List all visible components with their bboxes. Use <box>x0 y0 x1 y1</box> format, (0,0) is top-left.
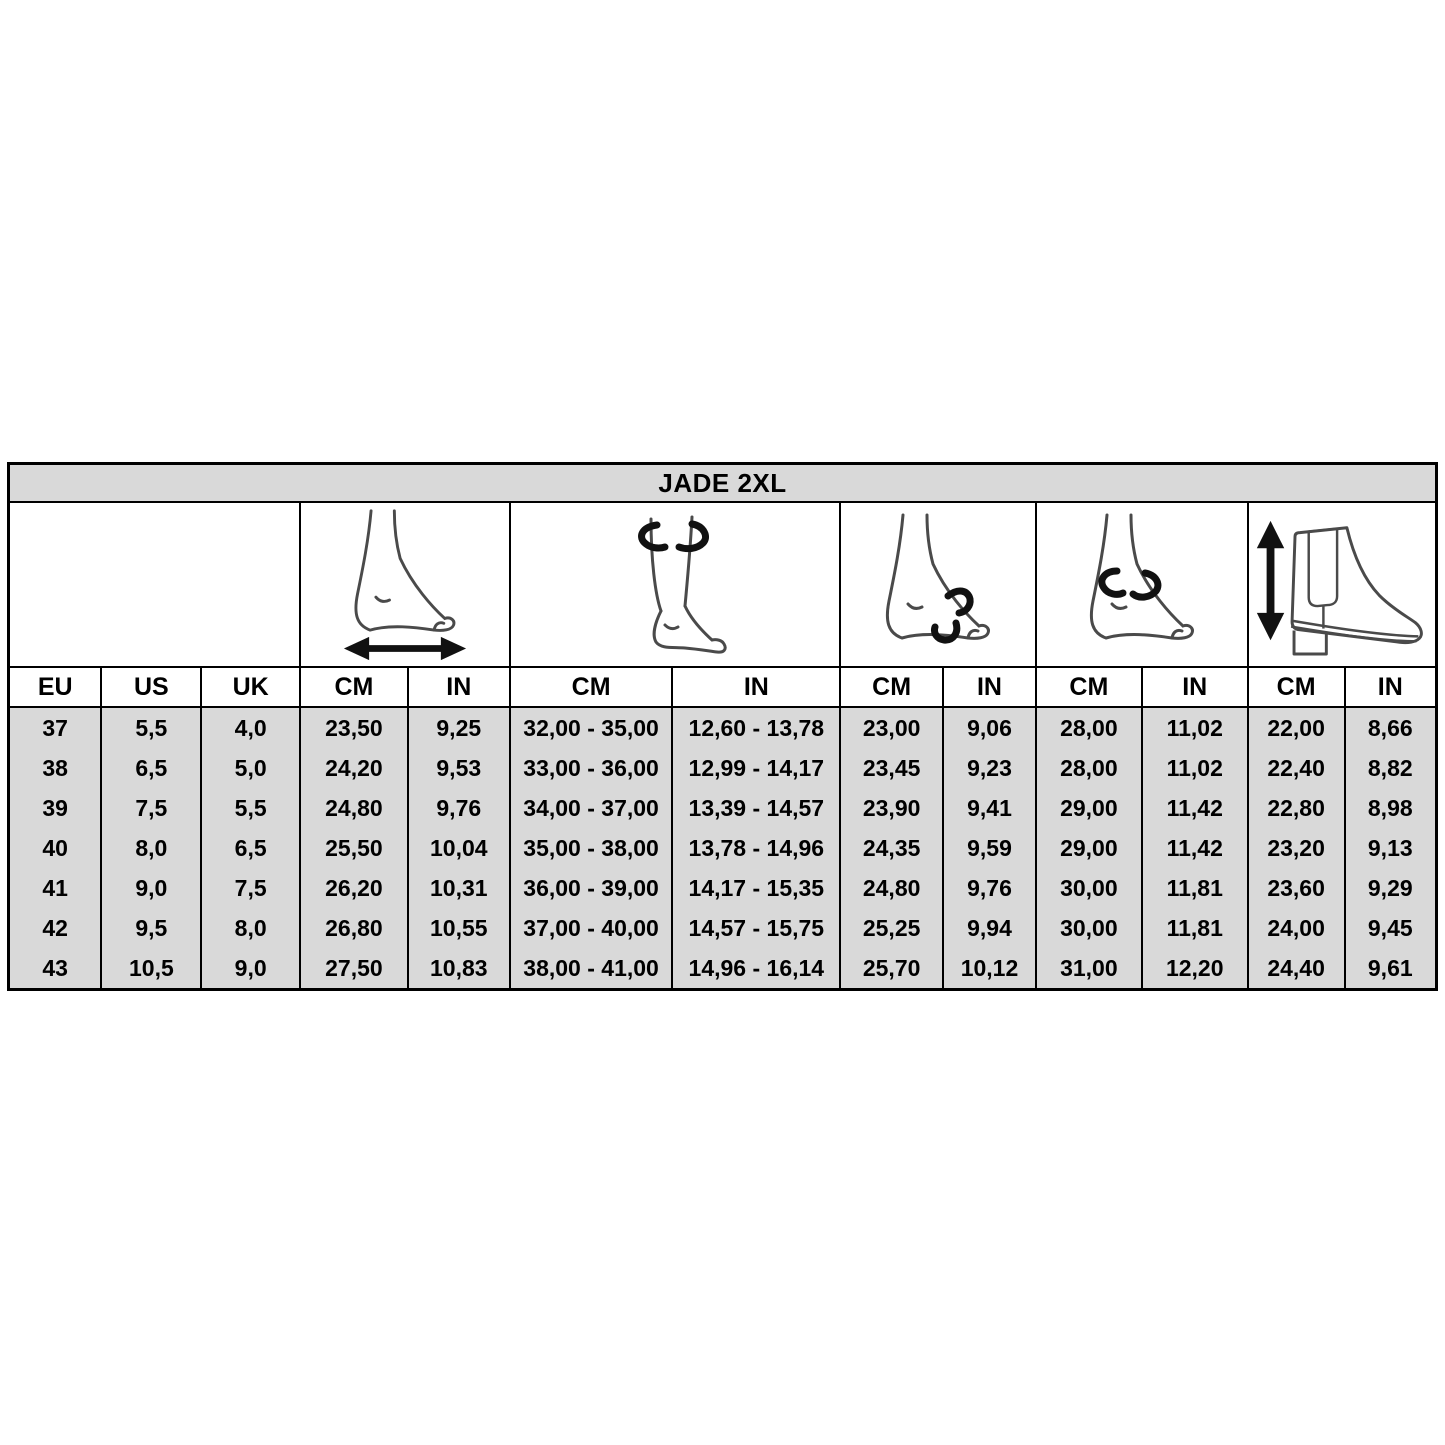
size-cell: 39 <box>9 788 102 828</box>
calf-circumference-cell <box>510 502 840 667</box>
size-cell: 11,81 <box>1142 868 1248 908</box>
size-cell: 9,06 <box>943 707 1036 748</box>
size-cell: 14,17 - 15,35 <box>672 868 840 908</box>
size-cell: 9,45 <box>1345 908 1437 948</box>
size-cell: 29,00 <box>1036 828 1142 868</box>
size-cell: 12,60 - 13,78 <box>672 707 840 748</box>
table-row <box>9 908 1437 948</box>
size-cell: 24,20 <box>300 748 408 788</box>
size-cell: 5,5 <box>201 788 300 828</box>
size-cell: 11,02 <box>1142 707 1248 748</box>
size-cell: 9,53 <box>408 748 510 788</box>
size-cell: 9,13 <box>1345 828 1437 868</box>
size-cell: 5,5 <box>101 707 201 748</box>
col-header-shaft-cm: CM <box>1248 667 1345 707</box>
size-cell: 9,76 <box>943 868 1036 908</box>
title-row <box>9 464 1437 503</box>
size-cell: 9,76 <box>408 788 510 828</box>
size-cell: 33,00 - 36,00 <box>510 748 673 788</box>
shaft-height-icon <box>1249 503 1435 666</box>
blank-cell <box>9 502 300 667</box>
size-cell: 22,40 <box>1248 748 1345 788</box>
size-cell: 37,00 - 40,00 <box>510 908 673 948</box>
size-cell: 10,12 <box>943 948 1036 990</box>
col-header-us: US <box>101 667 201 707</box>
table-row <box>9 868 1437 908</box>
size-cell: 23,00 <box>840 707 943 748</box>
size-cell: 9,29 <box>1345 868 1437 908</box>
size-cell: 28,00 <box>1036 748 1142 788</box>
size-cell: 38 <box>9 748 102 788</box>
size-cell: 6,5 <box>201 828 300 868</box>
size-cell: 9,25 <box>408 707 510 748</box>
instep-circumference-cell <box>840 502 1036 667</box>
size-cell: 24,40 <box>1248 948 1345 990</box>
col-header-uk: UK <box>201 667 300 707</box>
table-row <box>9 707 1437 748</box>
chart-title: JADE 2XL <box>9 464 1437 503</box>
size-cell: 23,50 <box>300 707 408 748</box>
size-cell: 25,50 <box>300 828 408 868</box>
col-header-shaft-in: IN <box>1345 667 1437 707</box>
size-cell: 23,90 <box>840 788 943 828</box>
col-header-ankle-cm: CM <box>1036 667 1142 707</box>
foot-length-icon <box>301 503 509 666</box>
size-cell: 9,23 <box>943 748 1036 788</box>
size-cell: 25,70 <box>840 948 943 990</box>
size-cell: 37 <box>9 707 102 748</box>
size-cell: 22,00 <box>1248 707 1345 748</box>
size-cell: 26,20 <box>300 868 408 908</box>
size-cell: 24,80 <box>300 788 408 828</box>
size-cell: 11,02 <box>1142 748 1248 788</box>
unit-header-row <box>9 667 1437 707</box>
size-cell: 10,55 <box>408 908 510 948</box>
col-header-foot-length-cm: CM <box>300 667 408 707</box>
col-header-ankle-in: IN <box>1142 667 1248 707</box>
size-chart-table <box>7 462 1438 991</box>
size-cell: 25,25 <box>840 908 943 948</box>
size-cell: 11,42 <box>1142 828 1248 868</box>
size-cell: 24,35 <box>840 828 943 868</box>
size-cell: 7,5 <box>201 868 300 908</box>
foot-length-cell <box>300 502 510 667</box>
size-cell: 12,99 - 14,17 <box>672 748 840 788</box>
size-cell: 30,00 <box>1036 868 1142 908</box>
size-cell: 13,78 - 14,96 <box>672 828 840 868</box>
shaft-height-cell <box>1248 502 1437 667</box>
size-chart-container <box>7 462 1438 991</box>
size-cell: 10,83 <box>408 948 510 990</box>
size-cell: 30,00 <box>1036 908 1142 948</box>
col-header-calf-in: IN <box>672 667 840 707</box>
size-cell: 22,80 <box>1248 788 1345 828</box>
size-cell: 12,20 <box>1142 948 1248 990</box>
col-header-calf-cm: CM <box>510 667 673 707</box>
size-cell: 9,59 <box>943 828 1036 868</box>
icon-row <box>9 502 1437 667</box>
size-cell: 14,57 - 15,75 <box>672 908 840 948</box>
size-cell: 38,00 - 41,00 <box>510 948 673 990</box>
size-cell: 11,42 <box>1142 788 1248 828</box>
size-cell: 28,00 <box>1036 707 1142 748</box>
size-cell: 29,00 <box>1036 788 1142 828</box>
size-cell: 10,5 <box>101 948 201 990</box>
size-cell: 9,5 <box>101 908 201 948</box>
size-cell: 24,00 <box>1248 908 1345 948</box>
size-cell: 23,20 <box>1248 828 1345 868</box>
size-cell: 13,39 - 14,57 <box>672 788 840 828</box>
size-cell: 5,0 <box>201 748 300 788</box>
size-rows <box>9 707 1437 990</box>
calf-circumference-icon <box>511 503 839 666</box>
size-cell: 10,31 <box>408 868 510 908</box>
size-cell: 14,96 - 16,14 <box>672 948 840 990</box>
ankle-circumference-cell <box>1036 502 1248 667</box>
table-row <box>9 948 1437 990</box>
size-cell: 34,00 - 37,00 <box>510 788 673 828</box>
size-cell: 8,82 <box>1345 748 1437 788</box>
size-cell: 9,0 <box>201 948 300 990</box>
size-cell: 7,5 <box>101 788 201 828</box>
size-cell: 6,5 <box>101 748 201 788</box>
size-cell: 4,0 <box>201 707 300 748</box>
size-cell: 24,80 <box>840 868 943 908</box>
table-row <box>9 828 1437 868</box>
size-cell: 43 <box>9 948 102 990</box>
size-cell: 31,00 <box>1036 948 1142 990</box>
size-cell: 32,00 - 35,00 <box>510 707 673 748</box>
size-cell: 11,81 <box>1142 908 1248 948</box>
size-cell: 8,66 <box>1345 707 1437 748</box>
size-cell: 41 <box>9 868 102 908</box>
size-cell: 23,60 <box>1248 868 1345 908</box>
size-cell: 9,0 <box>101 868 201 908</box>
size-cell: 26,80 <box>300 908 408 948</box>
instep-circumference-icon <box>841 503 1035 666</box>
size-cell: 36,00 - 39,00 <box>510 868 673 908</box>
size-cell: 35,00 - 38,00 <box>510 828 673 868</box>
table-row <box>9 748 1437 788</box>
col-header-eu: EU <box>9 667 102 707</box>
table-row <box>9 788 1437 828</box>
size-cell: 42 <box>9 908 102 948</box>
size-cell: 8,0 <box>201 908 300 948</box>
size-cell: 8,0 <box>101 828 201 868</box>
size-cell: 8,98 <box>1345 788 1437 828</box>
col-header-instep-in: IN <box>943 667 1036 707</box>
size-cell: 23,45 <box>840 748 943 788</box>
size-cell: 27,50 <box>300 948 408 990</box>
col-header-instep-cm: CM <box>840 667 943 707</box>
col-header-foot-length-in: IN <box>408 667 510 707</box>
size-cell: 9,61 <box>1345 948 1437 990</box>
size-cell: 40 <box>9 828 102 868</box>
size-cell: 9,94 <box>943 908 1036 948</box>
size-cell: 9,41 <box>943 788 1036 828</box>
ankle-circumference-icon <box>1037 503 1247 666</box>
size-cell: 10,04 <box>408 828 510 868</box>
